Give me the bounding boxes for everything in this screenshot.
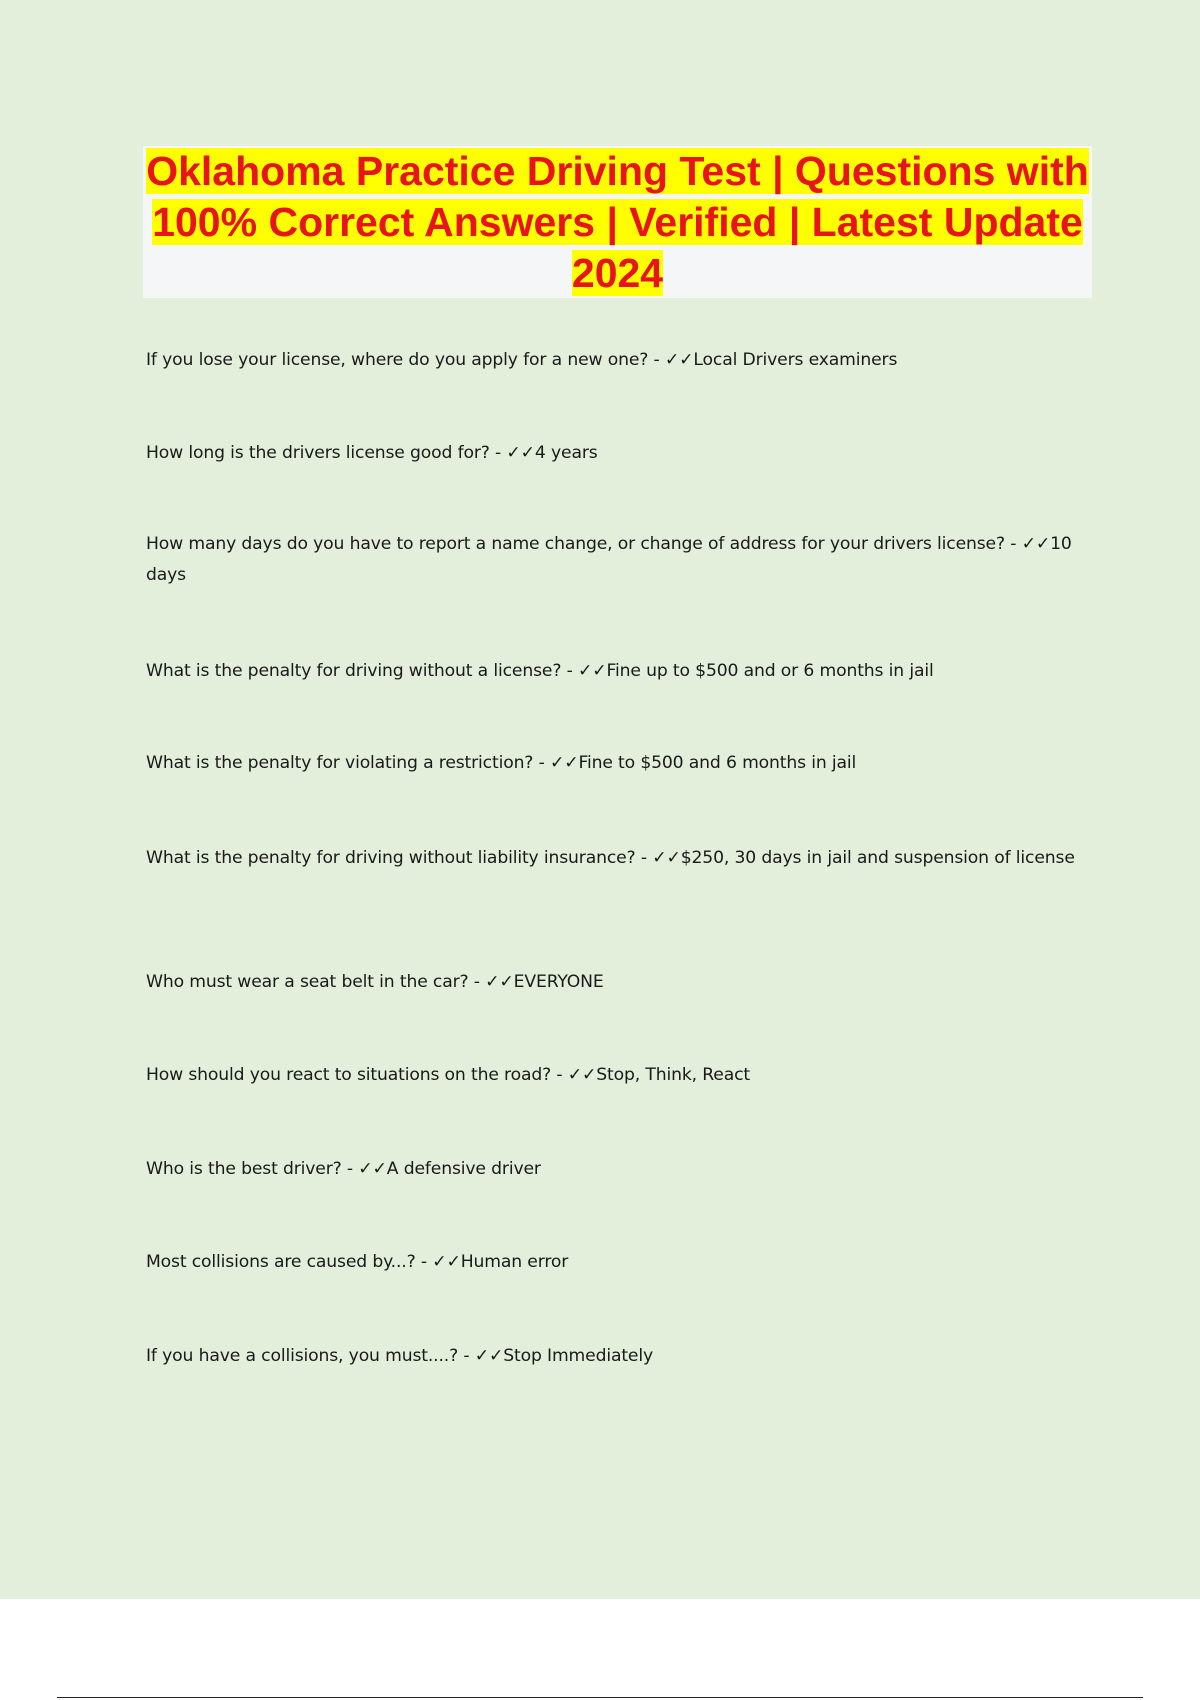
- qa-item: Who is the best driver? - ✓✓A defensive driver: [146, 1159, 541, 1179]
- qa-item: How many days do you have to report a name change, or change of address for your drivers license? - ✓✓10 days: [146, 534, 1072, 585]
- qa-item: How should you react to situations on the road? - ✓✓Stop, Think, React: [146, 1065, 750, 1085]
- qa-item: If you have a collisions, you must....? - ✓✓Stop Immediately: [146, 1346, 653, 1366]
- qa-item: What is the penalty for violating a restriction? - ✓✓Fine to $500 and 6 months in jail: [146, 753, 857, 773]
- qa-item: What is the penalty for driving without a license? - ✓✓Fine up to $500 and or 6 months in jail: [146, 661, 934, 681]
- qa-item: Most collisions are caused by...? - ✓✓Human error: [146, 1252, 569, 1272]
- footer-divider: [57, 1697, 1143, 1698]
- document-title: [143, 146, 1092, 299]
- qa-item: If you lose your license, where do you apply for a new one? - ✓✓Local Drivers examiners: [146, 350, 898, 370]
- qa-item: Who must wear a seat belt in the car? - ✓✓EVERYONE: [146, 972, 604, 992]
- document-title-text: Oklahoma Practice Driving Test | Questions with 100% Correct Answers | Verified | Latest Update 2024: [146, 148, 1089, 296]
- qa-item: What is the penalty for driving without liability insurance? - ✓✓$250, 30 days in jail and suspension of license: [146, 848, 1075, 868]
- qa-item: How long is the drivers license good for? - ✓✓4 years: [146, 443, 598, 463]
